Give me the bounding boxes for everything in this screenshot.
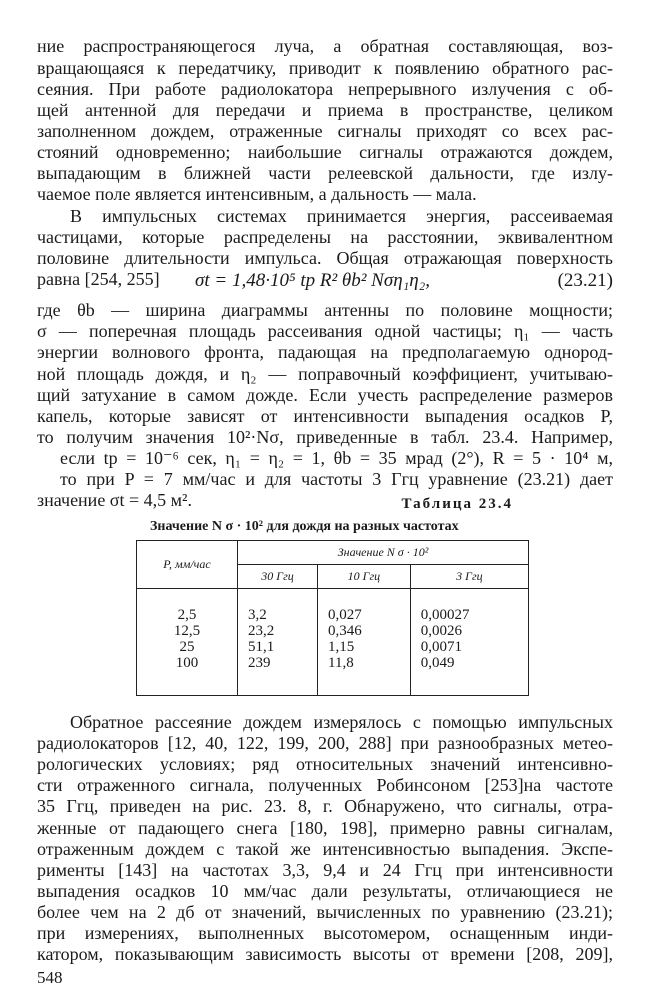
- table-cell: 25: [137, 639, 238, 655]
- table-row-header: P, мм/час: [137, 541, 238, 589]
- table-cell: 51,1: [238, 639, 318, 655]
- text-line-content: катором, показывающим зависимость высоты от времени [208, 209],: [37, 944, 613, 964]
- table-cell: 0,049: [410, 655, 528, 696]
- equation-number: (23.21): [557, 270, 613, 291]
- table-row: [137, 655, 529, 696]
- text-line: рименты [143] на частотах 3,3, 9,4 и 24 Ггц при интенсивности: [37, 860, 613, 880]
- table-cell: 0,0026: [410, 623, 528, 639]
- table-cell: 100: [137, 655, 238, 696]
- text-line: заполненном дождем, отраженные сигналы приходят со всех рас-: [37, 121, 613, 141]
- table-cell: 0,027: [318, 589, 411, 624]
- text-line: равна [254, 255]: [37, 269, 160, 289]
- text-line: чаемое поле является интенсивным, а дальность — мала.: [37, 184, 477, 204]
- data-table: [136, 540, 529, 696]
- text-line: капель, которые зависят от интенсивности выпадения осадков P,: [37, 406, 613, 426]
- text-line: рологических условиях; ряд относительных значений интенсивно-: [37, 754, 613, 774]
- text-line: где θb — ширина диаграммы антенны по половине мощности;: [37, 300, 613, 320]
- table-cell: 239: [238, 655, 318, 696]
- text-line: энергии волнового фронта, падающая на предполагаемую однород-: [37, 342, 613, 362]
- table-cell: 0,346: [318, 623, 411, 639]
- equation: [0, 270, 650, 294]
- text-line: вращающаяся к передатчику, приводит к появлению обратного рас-: [37, 58, 613, 78]
- table-cell: 12,5: [137, 623, 238, 639]
- text-line: сеяния. При работе радиолокатора непрерывного излучения с об-: [37, 79, 613, 99]
- text-line: выпадения осадков 10 мм/час дали результаты, отличающиеся не: [37, 881, 613, 901]
- text-line: радиолокаторов [12, 40, 122, 199, 200, 288] при разнообразных метео-: [37, 733, 613, 753]
- page-number: 548: [37, 968, 63, 987]
- text-line: стояний одновременно; наибольшие сигналы отражаются дождем,: [37, 142, 613, 162]
- table-cell: 0,00027: [410, 589, 528, 624]
- text-line: σ — поперечная площадь рассеивания одной частицы; η₁ — часть: [37, 321, 613, 341]
- table-row: [137, 639, 529, 655]
- table-cell: 11,8: [318, 655, 411, 696]
- text-line: значение σt = 4,5 м².: [37, 490, 192, 510]
- text-line: [37, 944, 613, 965]
- table-column-header: 10 Ггц: [318, 565, 411, 589]
- text-line: выпадающим в ближней части релеевской дальности, где излу-: [37, 163, 613, 183]
- table-cell: 3,2: [238, 589, 318, 624]
- text-line: 35 Ггц, приведен на рис. 23. 8, г. Обнаружено, что сигналы, отра-: [37, 796, 613, 816]
- text-line: при измерениях, выполненных высотомером, оснащенным инди-: [37, 923, 613, 943]
- equation-expression: σt = 1,48·10⁵ tp R² θb² Nση₁η₂,: [195, 270, 431, 291]
- text-line: сти отраженного сигнала, полученных Робинсоном [253]на частоте: [37, 775, 613, 795]
- text-line: то получим значения 10²·Nσ, приведенные в табл. 23.4. Например,: [37, 427, 613, 447]
- table-column-header: 30 Ггц: [238, 565, 318, 589]
- text-line: Обратное рассеяние дождем измерялось с помощью импульсных: [70, 712, 613, 732]
- table-cell: 0,0071: [410, 639, 528, 655]
- text-line: щей антенной для передачи и приема в пространстве, целиком: [37, 100, 613, 120]
- text-line: более чем на 2 дб от значений, вычисленных по уравнению (23.21);: [37, 902, 613, 922]
- table-caption: Таблица 23.4: [401, 496, 513, 512]
- table-row: [137, 589, 529, 624]
- text-line: то при P = 7 мм/час и для частоты 3 Ггц уравнение (23.21) дает: [60, 469, 613, 489]
- table-title: Значение N σ · 10² для дождя на разных частотах: [150, 519, 459, 534]
- text-line: ной площадь дождя, и η₂ — поправочный коэффициент, учитываю-: [37, 364, 613, 384]
- text-line: если tp = 10⁻⁶ сек, η₁ = η₂ = 1, θb = 35 мрад (2°), R = 5 · 10⁴ м,: [60, 448, 613, 468]
- text-line: В импульсных системах принимается энергия, рассеиваемая: [70, 206, 613, 226]
- text-line: женные от падающего снега [180, 198], примерно равны сигналам,: [37, 818, 613, 838]
- text-line: половине длительности импульса. Общая отражающая поверхность: [37, 248, 613, 268]
- table-group-header: Значение N σ · 10²: [238, 541, 529, 565]
- table-cell: 2,5: [137, 589, 238, 624]
- text-line: частицами, которые распределены на расстоянии, эквивалентном: [37, 227, 613, 247]
- table-cell: 23,2: [238, 623, 318, 639]
- table-column-header: 3 Ггц: [410, 565, 528, 589]
- text-line: ние распространяющегося луча, а обратная составляющая, воз-: [37, 36, 613, 56]
- table-cell: 1,15: [318, 639, 411, 655]
- table-row: [137, 623, 529, 639]
- text-line: щий затухание в самом дожде. Если учесть распределение размеров: [37, 385, 613, 405]
- text-line: отраженным дождем с такой же интенсивностью выпадения. Экспе-: [37, 839, 613, 859]
